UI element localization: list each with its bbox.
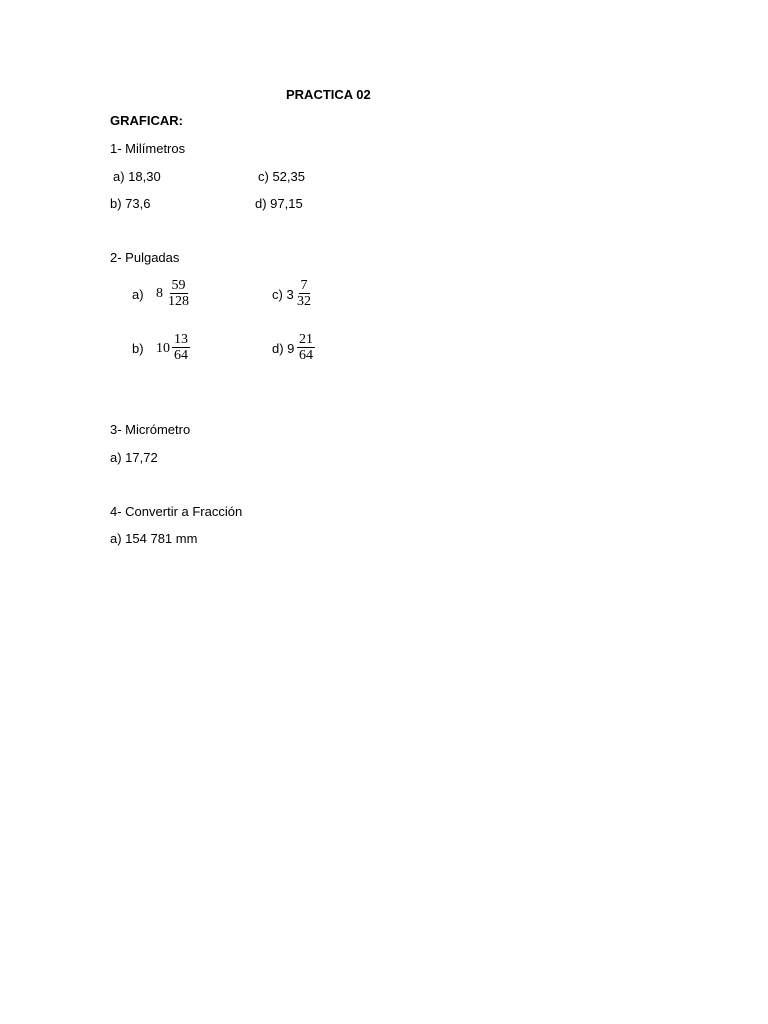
item-2b-label: b)	[132, 341, 144, 356]
item-2d-fraction	[297, 332, 315, 363]
section-3-title: 3- Micrómetro	[110, 422, 191, 437]
item-2a-label: a)	[132, 287, 144, 302]
item-1b: b) 73,6	[110, 196, 151, 211]
item-2b-whole: 10	[156, 341, 170, 356]
item-1d: d) 97,15	[255, 196, 303, 211]
item-2b-numerator: 13	[174, 332, 188, 347]
section-2-title: 2- Pulgadas	[110, 250, 180, 265]
item-2d-denominator: 64	[299, 348, 313, 363]
item-2b-fraction	[172, 332, 190, 363]
item-3a: a) 17,72	[110, 450, 158, 465]
item-2b-denominator: 64	[174, 348, 188, 363]
item-4a: a) 154 781 mm	[110, 531, 198, 546]
item-2c-denominator: 32	[297, 294, 311, 309]
item-2a-numerator: 59	[171, 278, 186, 293]
item-2d-label: d) 9	[272, 341, 295, 356]
item-1c: c) 52,35	[258, 169, 305, 184]
item-2c-fraction	[295, 278, 313, 309]
item-2a-fraction	[166, 278, 191, 309]
section-heading: GRAFICAR:	[110, 113, 183, 128]
item-2c-numerator: 7	[300, 278, 308, 293]
item-2d-numerator: 21	[299, 332, 313, 347]
item-2a-whole: 8	[156, 286, 163, 301]
item-1a: a) 18,30	[113, 169, 161, 184]
page-title: PRACTICA 02	[286, 87, 371, 102]
section-4-title: 4- Convertir a Fracción	[110, 504, 243, 519]
item-2a-denominator: 128	[168, 294, 189, 309]
section-1-title: 1- Milímetros	[110, 141, 186, 156]
item-2c-label: c) 3	[272, 287, 294, 302]
